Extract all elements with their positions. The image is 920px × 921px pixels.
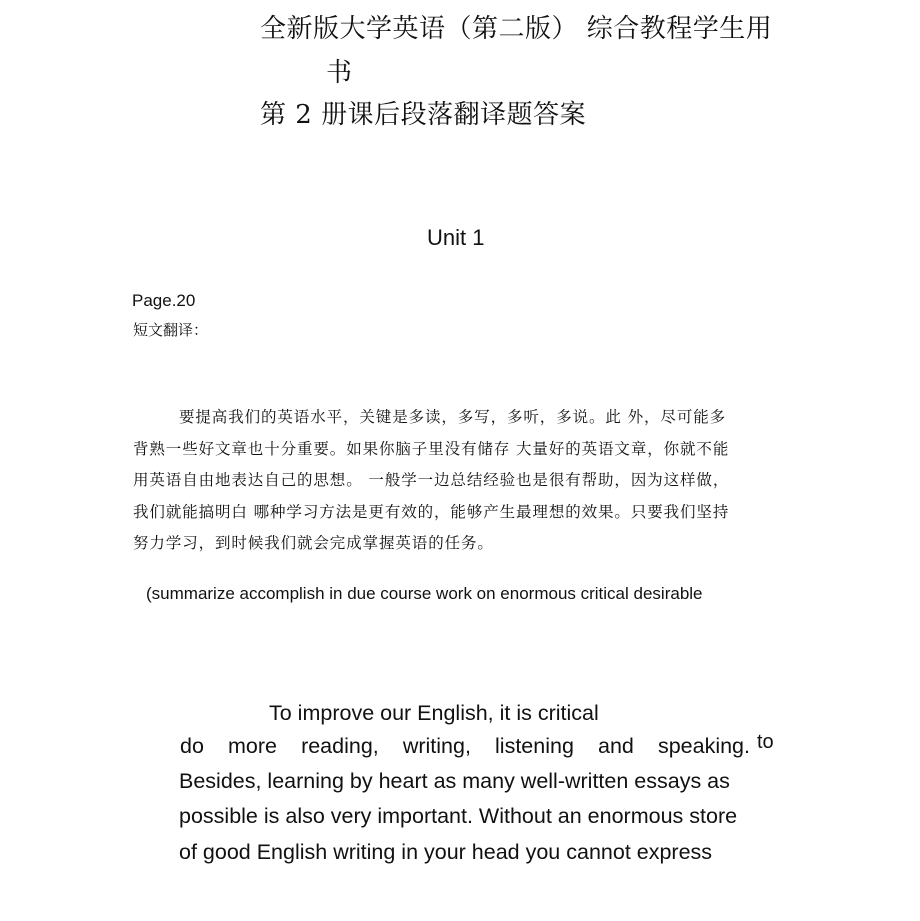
- english-word: more: [228, 734, 277, 758]
- english-word: speaking.: [657, 734, 750, 758]
- document-title-line-3: 第 2 册课后段落翻译题答案: [260, 100, 587, 130]
- english-translation-line-2-tail: to: [757, 731, 774, 753]
- section-label: 短文翻译：: [133, 321, 209, 339]
- chinese-paragraph-line: 我们就能搞明白 哪种学习方法是更有效的，能够产生最理想的效果。只要我们坚持: [133, 502, 730, 521]
- chinese-paragraph: [133, 402, 785, 560]
- chinese-paragraph-line: 用英语自由地表达自己的思想。 一般学一边总结经验也是很有帮助，因为这样做，: [133, 471, 730, 489]
- english-translation-line-3: Besides, learning by heart as many well-written essays as: [179, 769, 730, 793]
- document-title-line-2: 书: [326, 58, 353, 88]
- english-word: reading,: [301, 734, 379, 758]
- chinese-paragraph-line: 背熟一些好文章也十分重要。如果你脑子里没有储存 大量好的英语文章，你就不能: [133, 439, 730, 458]
- english-translation-line-5: of good English writing in your head you cannot express: [179, 840, 713, 864]
- page-reference: Page.20: [132, 291, 196, 310]
- english-word: listening: [495, 734, 574, 758]
- vocabulary-hint: (summarize accomplish in due course work on enormous critical desirable: [146, 584, 703, 603]
- english-word: do: [180, 734, 204, 758]
- english-translation-line-4: possible is also very important. Without an enormous store: [179, 804, 738, 828]
- english-translation-line-2: [180, 734, 750, 759]
- english-word: and: [598, 734, 634, 758]
- document-title-line-1: 全新版大学英语（第二版） 综合教程学生用: [260, 14, 773, 44]
- chinese-paragraph-line: 要提高我们的英语水平，关键是多读，多写，多听，多说。此 外，尽可能多: [179, 408, 727, 426]
- unit-heading: Unit 1: [427, 225, 485, 250]
- english-translation-line-1: To improve our English, it is critical: [269, 701, 599, 725]
- chinese-paragraph-line: 努力学习，到时候我们就会完成掌握英语的任务。: [133, 534, 494, 552]
- english-word: writing,: [402, 734, 471, 758]
